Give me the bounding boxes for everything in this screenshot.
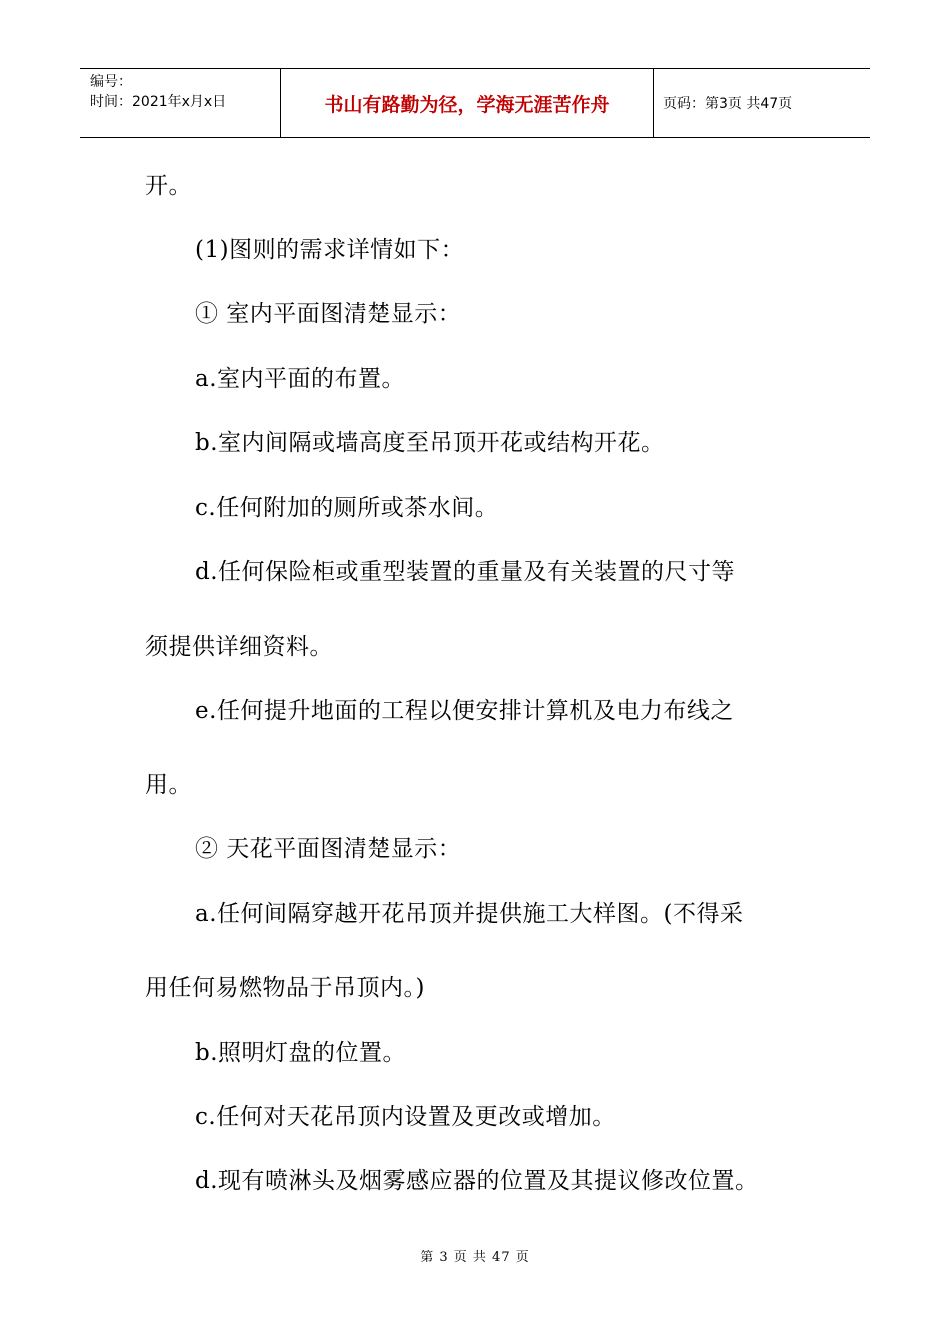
- body-line: c.任何附加的厕所或茶水间。: [195, 495, 499, 521]
- page-footer: 第 3 页 共 47 页: [420, 1250, 530, 1265]
- body-line: 须提供详细资料。: [145, 634, 333, 660]
- body-line: 用任何易燃物品于吊顶内。): [145, 975, 425, 1001]
- document-time-label: 时间：2021年x月x日: [90, 94, 227, 110]
- body-line: d.现有喷淋头及烟雾感应器的位置及其提议修改位置。: [195, 1168, 759, 1194]
- body-line: ② 天花平面图清楚显示：: [195, 836, 462, 862]
- header-page-info: 页码：第3页 共47页: [663, 96, 793, 112]
- body-line: a.任何间隔穿越开花吊顶并提供施工大样图。(不得采: [195, 901, 744, 927]
- body-line: a.室内平面的布置。: [195, 366, 406, 392]
- document-number-label: 编号：: [90, 74, 132, 90]
- body-line: (1)图则的需求详情如下：: [195, 237, 465, 263]
- body-line: ① 室内平面图清楚显示：: [195, 301, 462, 327]
- document-header: [80, 68, 870, 138]
- body-line: b.室内间隔或墙高度至吊顶开花或结构开花。: [195, 430, 665, 456]
- header-motto: 书山有路勤为径，学海无涯苦作舟: [281, 69, 654, 137]
- body-line: c.任何对天花吊顶内设置及更改或增加。: [195, 1104, 616, 1130]
- body-line: 用。: [145, 772, 192, 798]
- header-meta: [80, 69, 281, 137]
- body-line: e.任何提升地面的工程以便安排计算机及电力布线之: [195, 698, 734, 724]
- body-line: b.照明灯盘的位置。: [195, 1040, 407, 1066]
- body-line: d.任何保险柜或重型装置的重量及有关装置的尺寸等: [195, 559, 736, 585]
- body-line: 开。: [145, 173, 192, 199]
